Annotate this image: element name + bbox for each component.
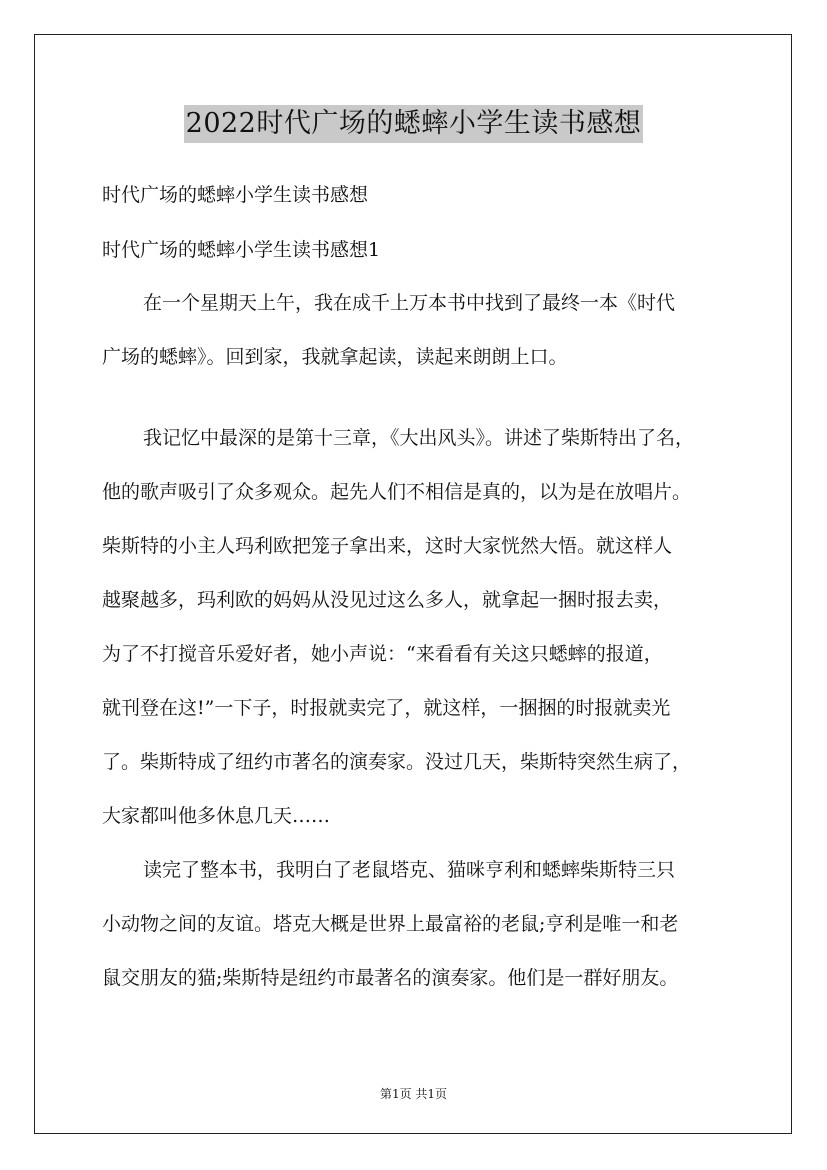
document-subtitle: 时代广场的蟋蟀小学生读书感想 xyxy=(102,184,369,206)
paragraph-line: 了。柴斯特成了纽约市著名的演奏家。没过几天，柴斯特突然生病了， xyxy=(102,751,692,773)
paragraph-line: 大家都叫他多休息几天…… xyxy=(102,805,331,827)
paragraph-line: 他的歌声吸引了众多观众。起先人们不相信是真的，以为是在放唱片。 xyxy=(102,481,692,503)
paragraph-line: 越聚越多，玛利欧的妈妈从没见过这么多人，就拿起一捆时报去卖， xyxy=(102,589,673,611)
paragraph-line: 我记忆中最深的是第十三章，《大出风头》。讲述了柴斯特出了名， xyxy=(143,427,695,449)
document-title-text: 2022时代广场的蟋蟀小学生读书感想 xyxy=(184,105,644,143)
paragraph-line: 在一个星期天上午，我在成千上万本书中找到了最终一本《时代 xyxy=(143,292,676,314)
paragraph-line: 为了不打搅音乐爱好者，她小声说：“来看看有关这只蟋蟀的报道， xyxy=(102,643,663,665)
paragraph-line: 就刊登在这!”一下子，时报就卖完了，就这样，一捆捆的时报就卖光 xyxy=(102,697,671,719)
page-number-footer: 第1页 共1页 xyxy=(379,1087,448,1101)
document-title xyxy=(0,102,827,143)
paragraph-line: 小动物之间的友谊。塔克大概是世界上最富裕的老鼠;亨利是唯一和老 xyxy=(102,913,679,935)
section-heading: 时代广场的蟋蟀小学生读书感想1 xyxy=(102,239,381,261)
paragraph-line: 鼠交朋友的猫;柴斯特是纽约市最著名的演奏家。他们是一群好朋友。 xyxy=(102,967,679,989)
paragraph-line: 读完了整本书，我明白了老鼠塔克、猫咪亨利和蟋蟀柴斯特三只 xyxy=(143,859,676,881)
paragraph-line: 广场的蟋蟀》。回到家，我就拿起读，读起来朗朗上口。 xyxy=(102,346,568,368)
paragraph-line: 柴斯特的小主人玛利欧把笼子拿出来，这时大家恍然大悟。就这样人 xyxy=(102,535,673,557)
